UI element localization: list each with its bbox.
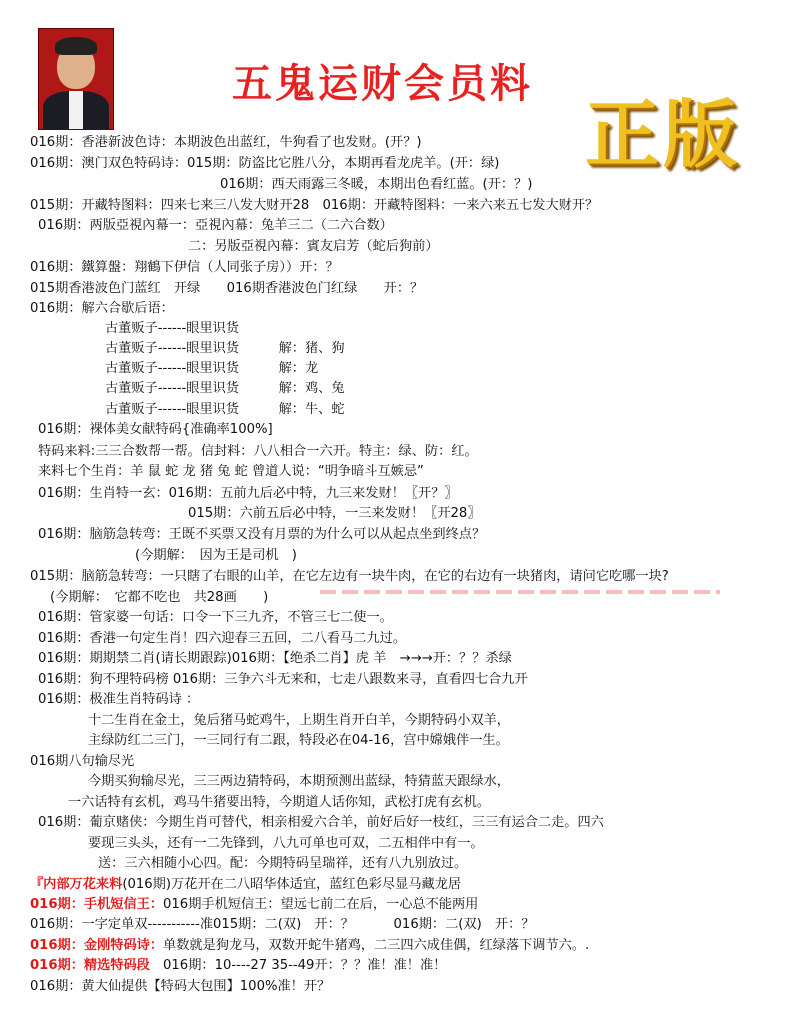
line-text: 今期买狗输尽光，三三两边猜特码，本期预测出蓝绿，特猜蓝天跟绿水， — [88, 774, 510, 789]
line-text: 016期：两版亞視內幕一：亞視內幕：兔羊三二（二六合数） — [38, 218, 393, 233]
faded-overlay-text — [320, 590, 720, 594]
line-text: 016期：脑筋急转弯：王既不买票又没有月票的为什么可以从起点坐到终点？ — [38, 527, 486, 542]
content-line — [38, 526, 485, 544]
content-line — [38, 691, 199, 709]
page-title: 五鬼运财会员料 — [232, 60, 533, 107]
line-text: 016期：香港一句定生肖！四六迎春三五回，二八看马二九过。 — [38, 631, 407, 646]
line-text: 古董贩子------眼里识货 解：牛、蛇 — [105, 402, 345, 417]
content-line — [30, 134, 422, 152]
portrait-photo — [38, 28, 114, 130]
line-text: 古董贩子------眼里识货 解：龙 — [105, 361, 319, 376]
content-line — [105, 360, 318, 378]
content-line — [38, 650, 512, 668]
line-text: 015期：开藏特图料：四来七来三八发大财开28 016期：开藏特图料：一来六来五七发大财开？ — [30, 198, 599, 213]
line-text: 古董贩子------眼里识货 解：鸡、兔 — [105, 381, 345, 396]
content-line — [50, 589, 268, 607]
line-text: 单数就是狗龙马，双数开蛇牛猪鸡，二三四六成佳偶，红绿落下调节六。. — [163, 938, 590, 953]
content-line — [38, 217, 393, 235]
line-text: 要现三头头，还有一二先锋到，八九可单也可双，二五相伴中有一。 — [88, 836, 484, 851]
content-line — [30, 259, 339, 277]
portrait-shirt — [69, 91, 83, 129]
highlight-label: 016期：手机短信王： — [30, 897, 164, 912]
content-line — [38, 421, 273, 439]
portrait-hair — [55, 37, 97, 55]
content-line — [30, 957, 446, 975]
content-line — [38, 671, 528, 689]
line-text: 016期：裸体美女献特码{准确率100%] — [38, 422, 273, 437]
line-text: 十二生肖在金土，兔后猪马蛇鸡牛，上期生肖开白羊，今期特码小双羊， — [88, 713, 510, 728]
line-text: 015期香港波色门蓝红 开绿 016期香港波色门红绿 开：？ — [30, 281, 424, 296]
line-text: 来料七个生肖：羊 鼠 蛇 龙 猪 兔 蛇 曾道人说：“明争暗斗互嫉忌” — [38, 464, 424, 479]
content-line — [38, 630, 406, 648]
line-text: 016期：解六合歇后语： — [30, 301, 174, 316]
content-line — [38, 443, 478, 461]
line-text: 016期八句输尽光 — [30, 754, 135, 769]
line-text: 016期：管家婆一句话：口令一下三九齐，不管三七二使一。 — [38, 610, 393, 625]
line-text: (今期解： 它都不吃也 共28画 ) — [50, 590, 269, 605]
content-line — [30, 937, 589, 955]
line-text: 016期：西天雨露三冬暖，本期出色看红蓝。(开：？) — [220, 177, 533, 192]
line-text: 016期：黄大仙提供【特码大包围】100%准！开？ — [30, 979, 331, 994]
content-line — [38, 814, 604, 832]
line-text: 主绿防红二三门，一三同行有二跟，特段必在04-16，宫中嫦娥伴一生。 — [88, 733, 509, 748]
line-text: 016期：鐵算盤：翔鶴下伊信（人同张子房））开：？ — [30, 260, 339, 275]
line-text: 特码来料:三三合数帮一帮。信封料：八八相合一六开。特主：绿、防：红。 — [38, 444, 478, 459]
content-line — [88, 835, 484, 853]
line-text: 016期：期期禁二肖(请长期跟踪)016期：【绝杀二肖】虎 羊 →→→开：？？杀绿 — [38, 651, 512, 666]
content-line — [30, 197, 598, 215]
content-line — [105, 401, 345, 419]
content-line — [98, 855, 467, 873]
line-text: 016期：葡京赌侠：今期生肖可替代，相亲相爱六合羊，前好后好一枝红，三三有运合二走。四六 — [38, 815, 604, 830]
content-line — [220, 176, 532, 194]
line-text: 015期：脑筋急转弯：一只瞎了右眼的山羊，在它左边有一块牛肉，在它的右边有一块猪肉，请问它吃哪一块? — [30, 569, 669, 584]
content-line — [88, 773, 510, 791]
content-line — [38, 463, 424, 481]
line-text: 016期：香港新波色诗：本期波色出蓝红，牛狗看了也发财。(开？) — [30, 135, 422, 150]
highlight-label: 016期：精选特码段 — [30, 958, 150, 973]
line-text: 古董贩子------眼里识货 — [105, 321, 240, 336]
content-line — [38, 485, 458, 503]
content-line — [30, 978, 330, 996]
content-line — [188, 505, 481, 523]
content-line — [30, 876, 461, 894]
content-line — [38, 609, 393, 627]
line-text: 二：另版亞視內幕：賓友启芳（蛇后狗前） — [188, 239, 439, 254]
line-text: (016期)万花开在二八昭华体适宜，蓝红色彩尽显马藏龙居 — [122, 877, 462, 892]
content-line — [30, 300, 174, 318]
authentic-stamp: 正版 — [585, 92, 741, 178]
content-line — [68, 794, 490, 812]
content-line — [30, 280, 423, 298]
line-text: 016期：10----27 35--49开：？？准！准！准！ — [149, 958, 447, 973]
content-line — [30, 568, 669, 586]
line-text: (今期解： 因为王是司机 ) — [135, 548, 297, 563]
line-text: 016期：狗不理特码榜 016期：三争六斗无来和，七走八跟数来寻，直看四七合九开 — [38, 672, 528, 687]
content-line — [88, 712, 510, 730]
content-line — [135, 547, 297, 565]
line-text: 古董贩子------眼里识货 解：猪、狗 — [105, 341, 345, 356]
content-line — [30, 753, 134, 771]
content-line — [30, 896, 478, 914]
content-line — [30, 155, 499, 173]
content-line — [105, 380, 345, 398]
line-text: 016期：一字定单双-----------准015期：二(双) 开：？ 016期：二(双) 开：？ — [30, 917, 535, 932]
line-text: 016期：生肖特一玄：016期：五前九后必中特，九三来发财！〖开？〗 — [38, 486, 458, 501]
content-line — [105, 320, 239, 338]
highlight-label: 『内部万花来料 — [30, 877, 123, 892]
content-line — [88, 732, 509, 750]
content-line — [30, 916, 535, 934]
content-line — [188, 238, 439, 256]
line-text: 015期：六前五后必中特，一三来发财！〖开28〗 — [188, 506, 481, 521]
line-text: 016期手机短信王：望远七前二在后，一心总不能两用 — [163, 897, 479, 912]
content-line — [105, 340, 345, 358]
line-text: 016期：澳门双色特码诗：015期：防盗比它胜八分，本期再看龙虎羊。(开：绿) — [30, 156, 500, 171]
highlight-label: 016期：金刚特码诗： — [30, 938, 164, 953]
line-text: 016期：极准生肖特码诗 ： — [38, 692, 200, 707]
line-text: 送：三六相随小心四。配：今期特码呈瑞祥，还有八九别放过。 — [98, 856, 468, 871]
line-text: 一六话特有玄机，鸡马牛猪要出特，今期道人话你知，武松打虎有玄机。 — [68, 795, 490, 810]
